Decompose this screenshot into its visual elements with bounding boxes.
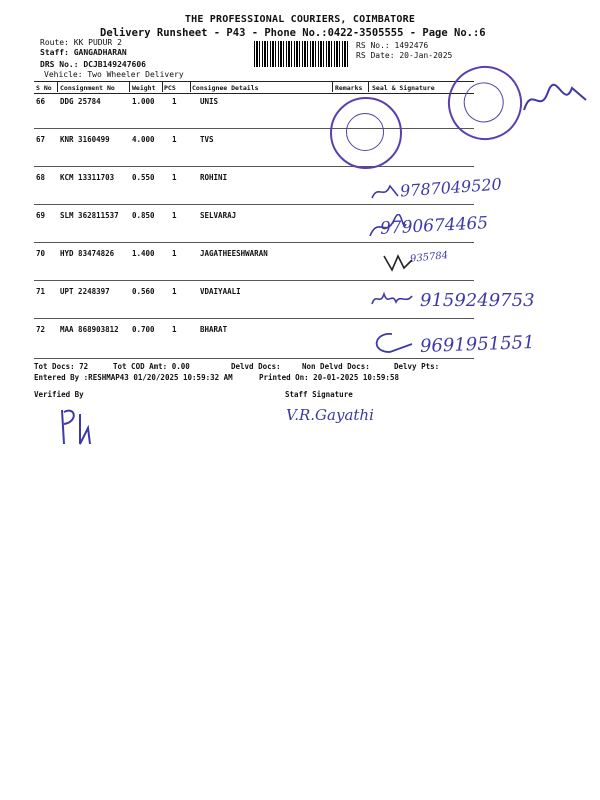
total-cod: Tot COD Amt: 0.00 xyxy=(113,362,190,371)
sno: 72 xyxy=(36,325,46,334)
consignment-no: HYD 83474826 xyxy=(60,249,115,258)
sno: 71 xyxy=(36,287,46,296)
consignment-no: DDG 25784 xyxy=(60,97,101,106)
verifier-signature xyxy=(56,404,96,450)
consignee: TVS xyxy=(200,135,214,144)
weight: 4.000 xyxy=(132,135,155,144)
barcode xyxy=(254,41,348,67)
consignee: SELVARAJ xyxy=(200,211,237,220)
col-sno: S No xyxy=(36,84,52,92)
pcs: 1 xyxy=(172,97,177,106)
handwritten-phone-68: 9787049520 xyxy=(399,174,503,201)
sno: 68 xyxy=(36,173,46,182)
signature-mark xyxy=(370,180,400,202)
consignee: BHARAT xyxy=(200,325,228,334)
sno: 67 xyxy=(36,135,46,144)
non-delivered-docs: Non Delvd Docs: xyxy=(302,362,370,371)
printed-on: Printed On: 20-01-2025 10:59:58 xyxy=(259,373,399,382)
consignee: ROHINI xyxy=(200,173,228,182)
handwritten-phone-71: 9159249753 xyxy=(420,290,535,311)
company-title: THE PROFESSIONAL COURIERS, COIMBATORE xyxy=(184,14,416,25)
delivered-docs: Delvd Docs: xyxy=(231,362,281,371)
weight: 0.560 xyxy=(132,287,155,296)
pcs: 1 xyxy=(172,287,177,296)
consignment-no: UPT 2248397 xyxy=(60,287,110,296)
entered-by: Entered By :RESHMAP43 01/20/2025 10:59:32 AM xyxy=(34,373,233,382)
drs-number: DRS No.: DCJB149247606 xyxy=(40,60,146,69)
consignment-no: KCM 13311703 xyxy=(60,173,115,182)
signature-mark xyxy=(368,214,408,240)
consignee: VDAIYAALI xyxy=(200,287,241,296)
consignment-no: KNR 3160499 xyxy=(60,135,110,144)
sno: 70 xyxy=(36,249,46,258)
handwritten-phone-72: 9691951551 xyxy=(419,332,535,357)
sno: 66 xyxy=(36,97,46,106)
pcs: 1 xyxy=(172,173,177,182)
weight: 0.850 xyxy=(132,211,155,220)
staff-signature-label: Staff Signature xyxy=(285,390,353,399)
col-consignee: Consignee Details xyxy=(192,84,259,92)
signature-mark xyxy=(368,330,414,356)
col-weight: Weight xyxy=(132,84,156,92)
col-remarks: Remarks xyxy=(335,84,363,92)
signature-mark xyxy=(520,80,590,120)
delivery-points: Delvy Pts: xyxy=(394,362,440,371)
pcs: 1 xyxy=(172,135,177,144)
company-seal-stamp-2 xyxy=(438,56,533,151)
rs-number: RS No.: 1492476 xyxy=(356,41,429,50)
weight: 0.700 xyxy=(132,325,155,334)
consignment-no: MAA 868903812 xyxy=(60,325,119,334)
route-label: Route: KK PUDUR 2 xyxy=(40,38,122,47)
weight: 0.550 xyxy=(132,173,155,182)
signature-mark xyxy=(382,252,414,272)
verified-by-label: Verified By xyxy=(34,390,84,399)
pcs: 1 xyxy=(172,249,177,258)
vehicle-label: Vehicle: Two Wheeler Delivery xyxy=(44,70,184,79)
total-docs: Tot Docs: 72 xyxy=(34,362,89,371)
staff-signature: V.R.Gayathi xyxy=(286,406,374,424)
col-seal-signature: Seal & Signature xyxy=(372,84,435,92)
handwritten-phone-70: 935784 xyxy=(409,250,449,265)
pcs: 1 xyxy=(172,211,177,220)
signature-mark xyxy=(370,290,414,308)
pcs: 1 xyxy=(172,325,177,334)
staff-label: Staff: GANGADHARAN xyxy=(40,48,127,57)
rs-date: RS Date: 20-Jan-2025 xyxy=(356,51,453,60)
handwritten-phone-69: 9790674465 xyxy=(379,213,489,239)
table-header xyxy=(34,81,474,94)
consignment-no: SLM 362811537 xyxy=(60,211,119,220)
consignee: UNIS xyxy=(200,97,219,106)
weight: 1.000 xyxy=(132,97,155,106)
col-pcs: PCS xyxy=(164,84,176,92)
runsheet-subtitle: Delivery Runsheet - P43 - Phone No.:0422-3505555 - Page No.:6 xyxy=(100,27,486,39)
consignee: JAGATHEESHWARAN xyxy=(200,249,268,258)
col-consignment: Consignment No xyxy=(60,84,115,92)
sno: 69 xyxy=(36,211,46,220)
company-seal-stamp xyxy=(330,97,402,169)
weight: 1.400 xyxy=(132,249,155,258)
